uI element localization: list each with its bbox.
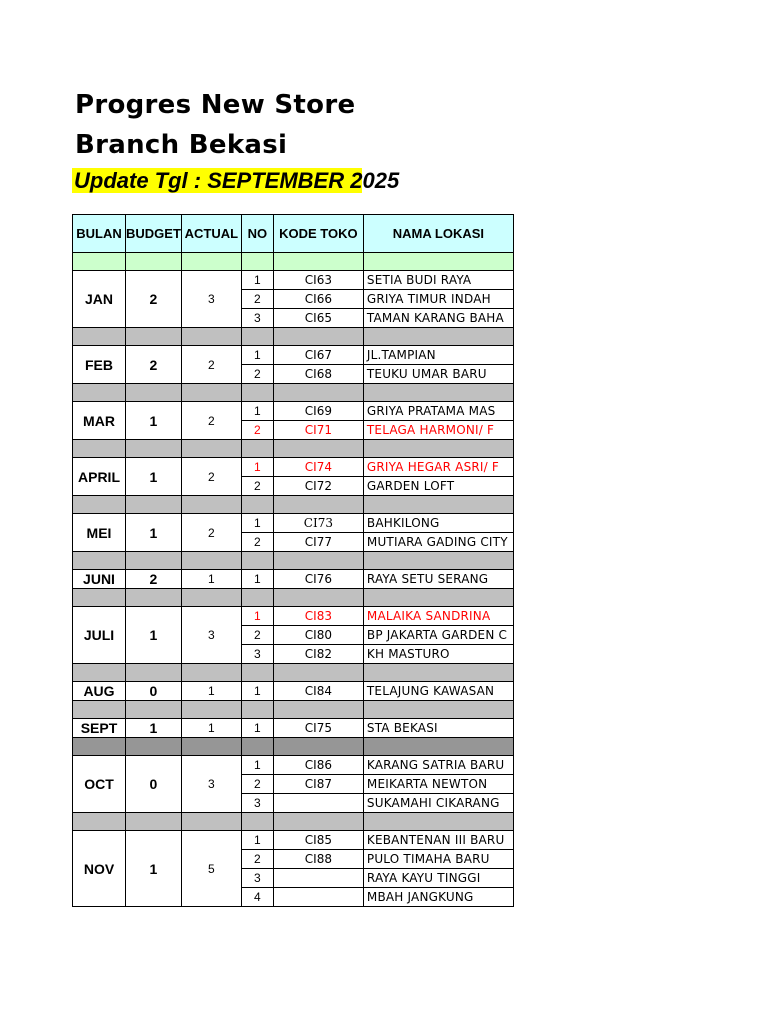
store-code-cell: CI84 [273,682,363,701]
budget-cell: 2 [126,271,182,328]
location-name-cell: MEIKARTA NEWTON [363,775,513,794]
update-date-highlight: Update Tgl : SEPTEMBER 2 [74,168,363,193]
budget-cell: 2 [126,570,182,589]
store-code-cell: CI67 [273,346,363,365]
table-row [73,831,514,850]
table-row [73,607,514,626]
actual-cell: 2 [181,402,241,440]
separator-cell [363,701,513,719]
location-name-cell: GRIYA PRATAMA MAS [363,402,513,421]
separator-cell [241,496,273,514]
store-code-cell: CI66 [273,290,363,309]
location-name-cell: SUKAMAHI CIKARANG [363,794,513,813]
separator-row [73,813,514,831]
budget-cell: 2 [126,346,182,384]
page-title: Progres New Store [75,90,356,120]
separator-cell [241,328,273,346]
separator-cell [363,813,513,831]
separator-cell [241,664,273,682]
location-name-cell: KH MASTURO [363,645,513,664]
separator-cell [126,496,182,514]
row-number-cell: 1 [241,719,273,738]
row-number-cell: 2 [241,850,273,869]
actual-cell: 3 [181,756,241,813]
budget-cell: 1 [126,458,182,496]
separator-cell [181,664,241,682]
store-code-cell: CI76 [273,570,363,589]
separator-cell [126,701,182,719]
row-number-cell: 3 [241,645,273,664]
new-store-progress-table [72,214,514,907]
separator-cell [181,253,241,271]
separator-cell [241,738,273,756]
table-row [73,719,514,738]
location-name-cell: TEUKU UMAR BARU [363,365,513,384]
separator-cell [73,253,126,271]
separator-cell [241,384,273,402]
store-code-cell: CI85 [273,831,363,850]
table-row [73,346,514,365]
branch-title: Branch Bekasi [75,130,288,160]
separator-cell [241,253,273,271]
actual-cell: 2 [181,514,241,552]
row-number-cell: 2 [241,477,273,496]
separator-cell [73,813,126,831]
month-cell: SEPT [73,719,126,738]
row-number-cell: 1 [241,271,273,290]
table-header-row [73,215,514,253]
location-name-cell: BAHKILONG [363,514,513,533]
separator-cell [181,328,241,346]
location-name-cell: MBAH JANGKUNG [363,888,513,907]
separator-cell [73,496,126,514]
budget-cell: 0 [126,682,182,701]
header-bulan: BULAN [73,215,126,253]
separator-cell [181,701,241,719]
separator-cell [181,552,241,570]
separator-cell [126,738,182,756]
actual-cell: 5 [181,831,241,907]
month-cell: MEI [73,514,126,552]
separator-cell [273,440,363,458]
row-number-cell: 4 [241,888,273,907]
store-code-cell: CI71 [273,421,363,440]
separator-cell [241,552,273,570]
separator-cell [273,813,363,831]
store-code-cell: CI72 [273,477,363,496]
row-number-cell: 1 [241,682,273,701]
row-number-cell: 1 [241,831,273,850]
store-code-cell [273,794,363,813]
separator-row [73,589,514,607]
separator-cell [181,384,241,402]
store-code-cell: CI74 [273,458,363,477]
actual-cell: 3 [181,607,241,664]
separator-cell [363,328,513,346]
location-name-cell: MALAIKA SANDRINA [363,607,513,626]
separator-cell [241,589,273,607]
location-name-cell: GRIYA TIMUR INDAH [363,290,513,309]
separator-cell [126,384,182,402]
header-actual: ACTUAL [181,215,241,253]
table-row [73,570,514,589]
separator-row [73,738,514,756]
table-row [73,682,514,701]
table-row [73,756,514,775]
separator-cell [273,589,363,607]
month-cell: JULI [73,607,126,664]
store-code-cell: CI63 [273,271,363,290]
budget-cell: 1 [126,607,182,664]
budget-cell: 1 [126,402,182,440]
row-number-cell: 1 [241,607,273,626]
row-number-cell: 1 [241,458,273,477]
separator-cell [126,813,182,831]
store-code-cell: CI69 [273,402,363,421]
separator-cell [73,552,126,570]
header-nama-lokasi: NAMA LOKASI [363,215,513,253]
actual-cell: 2 [181,458,241,496]
location-name-cell: TELAJUNG KAWASAN [363,682,513,701]
separator-cell [363,440,513,458]
separator-cell [241,813,273,831]
header-no: NO [241,215,273,253]
header-budget: BUDGET [126,215,182,253]
separator-cell [273,253,363,271]
separator-cell [363,384,513,402]
budget-cell: 1 [126,831,182,907]
location-name-cell: BP JAKARTA GARDEN C [363,626,513,645]
month-cell: APRIL [73,458,126,496]
budget-cell: 1 [126,719,182,738]
header-kode-toko: KODE TOKO [273,215,363,253]
separator-cell [126,328,182,346]
month-cell: FEB [73,346,126,384]
location-name-cell: JL.TAMPIAN [363,346,513,365]
row-number-cell: 3 [241,309,273,328]
actual-cell: 1 [181,719,241,738]
separator-cell [363,738,513,756]
separator-cell [73,328,126,346]
row-number-cell: 2 [241,365,273,384]
location-name-cell: MUTIARA GADING CITY [363,533,513,552]
location-name-cell: TELAGA HARMONI/ F [363,421,513,440]
store-code-cell: CI80 [273,626,363,645]
separator-cell [126,664,182,682]
separator-cell [73,701,126,719]
table-body [73,253,514,907]
separator-cell [273,664,363,682]
separator-cell [181,589,241,607]
table-row [73,458,514,477]
location-name-cell: PULO TIMAHA BARU [363,850,513,869]
budget-cell: 1 [126,514,182,552]
row-number-cell: 2 [241,775,273,794]
store-code-cell: CI68 [273,365,363,384]
row-number-cell: 1 [241,514,273,533]
store-code-cell [273,888,363,907]
row-number-cell: 2 [241,290,273,309]
separator-row [73,440,514,458]
location-name-cell: KARANG SATRIA BARU [363,756,513,775]
row-number-cell: 1 [241,756,273,775]
separator-cell [181,738,241,756]
row-number-cell: 1 [241,346,273,365]
separator-cell [363,552,513,570]
separator-cell [73,589,126,607]
location-name-cell: GRIYA HEGAR ASRI/ F [363,458,513,477]
month-cell: JAN [73,271,126,328]
update-date-label [72,166,401,196]
location-name-cell: SETIA BUDI RAYA [363,271,513,290]
separator-row [73,701,514,719]
table-row [73,514,514,533]
separator-cell [363,664,513,682]
row-number-cell: 1 [241,402,273,421]
store-code-cell: CI77 [273,533,363,552]
separator-cell [273,496,363,514]
separator-cell [241,440,273,458]
separator-cell [181,813,241,831]
row-number-cell: 1 [241,570,273,589]
separator-cell [181,496,241,514]
separator-cell [126,253,182,271]
location-name-cell: RAYA SETU SERANG [363,570,513,589]
separator-row [73,496,514,514]
month-cell: AUG [73,682,126,701]
store-code-cell: CI83 [273,607,363,626]
separator-row [73,552,514,570]
separator-row [73,328,514,346]
update-date-rest: 025 [362,168,400,193]
separator-cell [363,253,513,271]
actual-cell: 2 [181,346,241,384]
location-name-cell: KEBANTENAN III BARU [363,831,513,850]
month-cell: NOV [73,831,126,907]
actual-cell: 1 [181,570,241,589]
separator-cell [73,738,126,756]
separator-cell [73,384,126,402]
actual-cell: 1 [181,682,241,701]
month-cell: JUNI [73,570,126,589]
table-row [73,402,514,421]
month-cell: MAR [73,402,126,440]
budget-cell: 0 [126,756,182,813]
separator-cell [241,701,273,719]
store-code-cell: CI65 [273,309,363,328]
separator-row [73,384,514,402]
separator-row [73,664,514,682]
location-name-cell: STA BEKASI [363,719,513,738]
separator-cell [273,328,363,346]
row-number-cell: 3 [241,869,273,888]
separator-cell [73,664,126,682]
store-code-cell: CI87 [273,775,363,794]
separator-cell [126,552,182,570]
table-row [73,271,514,290]
store-code-cell: CI75 [273,719,363,738]
row-number-cell: 2 [241,421,273,440]
separator-cell [273,701,363,719]
separator-cell [273,738,363,756]
separator-cell [126,440,182,458]
separator-cell [73,440,126,458]
separator-cell [126,589,182,607]
location-name-cell: RAYA KAYU TINGGI [363,869,513,888]
row-number-cell: 2 [241,533,273,552]
separator-cell [273,384,363,402]
actual-cell: 3 [181,271,241,328]
location-name-cell: TAMAN KARANG BAHA [363,309,513,328]
separator-cell [363,589,513,607]
separator-row [73,253,514,271]
location-name-cell: GARDEN LOFT [363,477,513,496]
separator-cell [273,552,363,570]
separator-cell [363,496,513,514]
separator-cell [181,440,241,458]
month-cell: OCT [73,756,126,813]
store-code-cell: CI73 [273,514,363,533]
store-code-cell: CI88 [273,850,363,869]
store-code-cell: CI82 [273,645,363,664]
store-code-cell: CI86 [273,756,363,775]
store-code-cell [273,869,363,888]
row-number-cell: 2 [241,626,273,645]
row-number-cell: 3 [241,794,273,813]
